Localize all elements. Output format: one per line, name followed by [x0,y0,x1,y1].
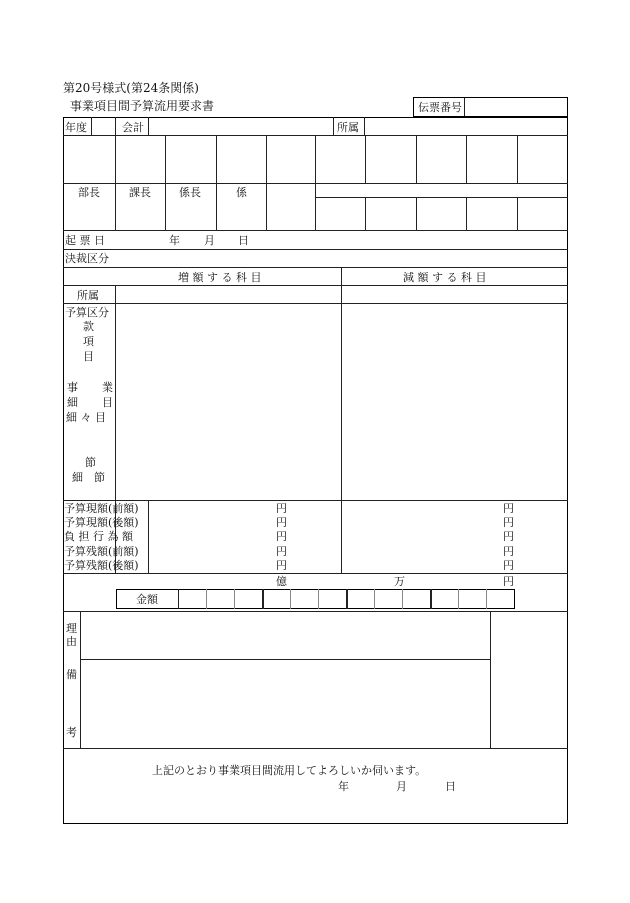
divider [365,135,366,183]
yen-unit: 円 [503,502,514,515]
divider [63,611,568,612]
form-title: 事業項目間予算流用要求書 [70,99,215,113]
man-unit: 万 [394,575,405,588]
divider [63,183,315,184]
amount-row-label: 予算残額(前額) [64,545,139,558]
yen-unit: 円 [276,545,287,558]
increase-column-header: 増 額 す る 科 目 [178,271,262,284]
divider [315,183,568,184]
divider [178,589,179,609]
divider [365,197,366,230]
group-divider [346,589,348,609]
jigyou-label-a: 事 [67,381,78,394]
divider [466,197,467,230]
voucher-number-box[interactable] [413,97,568,117]
digit-divider [374,589,375,609]
saimoku-label-b: 目 [102,396,113,409]
divider [115,117,116,230]
column-divider [341,267,342,573]
divider [364,117,365,135]
amount-row-label: 予算残額(後額) [64,559,139,572]
footer-year-unit: 年 [338,780,349,793]
divider [333,117,334,135]
yen-unit: 円 [503,530,514,543]
issue-month-unit: 月 [204,234,215,247]
divider [63,285,568,286]
approval-statement: 上記のとおり事業項目間流用してよろしいか伺います。 [152,764,427,777]
affiliation-label: 所属 [337,121,359,134]
digit-divider [318,589,319,609]
issue-year-unit: 年 [169,234,180,247]
issue-date-label: 起 票 日 [65,234,105,247]
stamp-label-kacho: 課長 [129,186,151,199]
footer-day-unit: 日 [445,780,456,793]
divider [91,117,92,135]
stamp-label-bucho: 部長 [78,186,100,199]
row-affiliation-label: 所属 [77,289,99,302]
divider [466,135,467,183]
yen-unit: 円 [503,516,514,529]
yen-unit: 円 [276,502,287,515]
setsu-label: 節 [85,456,96,469]
oku-unit: 億 [276,575,287,588]
moku-label: 目 [83,350,94,363]
yen-unit: 円 [276,559,287,572]
form-number: 第20号様式(第24条関係) [63,81,199,95]
digit-divider [290,589,291,609]
yen-unit: 円 [503,559,514,572]
amount-label: 金額 [136,593,158,606]
group-divider [430,589,432,609]
digit-divider [402,589,403,609]
saisetsu-label: 細 節 [72,471,105,484]
amount-row-label: 予算現額(後額) [64,516,139,529]
divider [80,659,490,660]
digit-divider [234,589,235,609]
divider [80,611,81,748]
divider [63,748,568,749]
account-label: 会計 [122,121,144,134]
kan-label: 款 [83,320,94,333]
stamp-label-kakari: 係 [236,186,247,199]
reason-label: 理由 [66,622,77,648]
divider [517,197,518,230]
saisaimoku-label: 細 々 目 [66,411,106,424]
voucher-number-label: 伝票番号 [418,101,462,114]
amount-row-label: 負 担 行 為 額 [64,530,133,543]
amount-box[interactable] [116,589,515,609]
yen-unit: 円 [276,530,287,543]
divider [148,500,149,573]
saimoku-label-a: 細 [67,396,78,409]
group-divider [262,589,264,609]
decision-class-label: 決裁区分 [65,252,109,265]
divider [148,117,149,135]
divider [315,197,568,198]
fiscal-year-label: 年度 [65,121,87,134]
divider [416,197,417,230]
amount-row-label: 予算現額(前額) [64,502,139,515]
footer-month-unit: 月 [396,780,407,793]
divider [490,611,491,748]
divider [63,573,568,574]
yen-unit: 円 [276,516,287,529]
divider [416,135,417,183]
yen-unit: 円 [503,545,514,558]
kou-label: 項 [83,335,94,348]
yen-unit: 円 [503,575,514,588]
divider [63,500,568,501]
divider [63,230,568,231]
remarks-label-a: 備 [66,668,77,681]
divider [464,98,465,116]
divider [63,303,568,304]
issue-day-unit: 日 [238,234,249,247]
divider [63,249,568,250]
digit-divider [486,589,487,609]
digit-divider [458,589,459,609]
stamp-label-kakaricho: 係長 [179,186,201,199]
decrease-column-header: 減 額 す る 科 目 [403,271,487,284]
divider [517,135,518,183]
remarks-label-b: 考 [66,726,77,739]
budget-class-label: 予算区分 [65,306,109,319]
digit-divider [206,589,207,609]
divider [63,267,568,268]
jigyou-label-b: 業 [102,381,113,394]
